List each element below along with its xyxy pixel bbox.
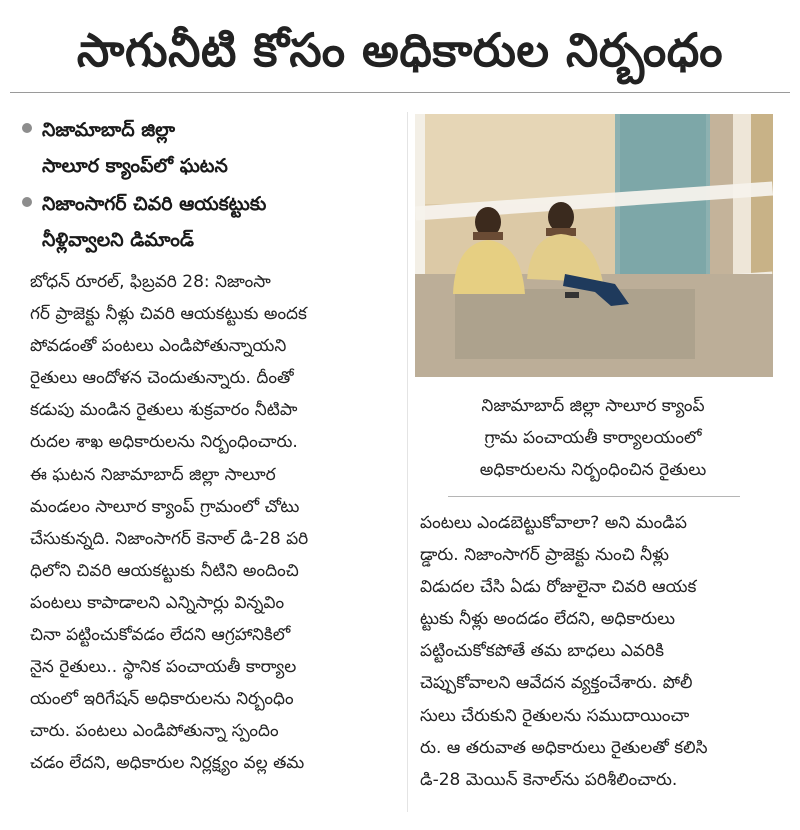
highlight-line: నిజామాబాద్ జిల్లా: [42, 119, 176, 141]
article-body-right: [420, 507, 776, 796]
body-line: విడుదల చేసి ఏడు రోజులైనా చివరి ఆయక: [420, 577, 697, 598]
body-line: బోధన్ రూరల్, ఫిబ్రవరి 28: నిజాంసా: [30, 272, 271, 292]
headline-divider: [10, 92, 790, 93]
body-line: మండలం సాలూర క్యాంప్ గ్రామంలో చోటు: [30, 496, 300, 517]
highlight-item: [18, 112, 378, 184]
caption-divider: [448, 496, 740, 497]
photo-caption: [412, 390, 774, 486]
body-line: పంటలు ఎండబెట్టుకోవాలా? అని మండిప: [420, 513, 687, 533]
body-line: చినా పట్టించుకోవడం లేదని ఆగ్రహానికిలో: [30, 625, 291, 646]
body-line: కడుపు మండిన రైతులు శుక్రవారం నీటిపా: [30, 400, 298, 421]
highlight-line: నిజాంసాగర్ చివరి ఆయకట్టుకు: [42, 193, 267, 215]
article-body-left: [30, 266, 398, 780]
highlights-list: [18, 112, 378, 260]
body-line: రు. ఆ తరువాత అధికారులు రైతులతో కలిసి: [420, 737, 708, 758]
body-line: రైతులు ఆందోళన చెందుతున్నారు. దీంతో: [30, 368, 294, 389]
body-line: ఈ ఘటన నిజామాబాద్ జిల్లా సాలూర: [30, 464, 276, 485]
bullet-dot-icon: [22, 197, 32, 207]
highlight-item: [18, 186, 378, 258]
body-line: చేసుకున్నది. నిజాంసాగర్ కెనాల్ డి-28 పరి: [30, 528, 309, 549]
body-line: ధిలోని చివరి ఆయకట్టుకు నీటిని అందించి: [30, 560, 299, 581]
body-line: గర్ ప్రాజెక్టు నీళ్లు చివరి ఆయకట్టుకు అందక: [30, 304, 307, 325]
news-photo: [415, 114, 773, 377]
body-line: పట్టించుకోకపోతే తమ బాధలు ఎవరికి: [420, 641, 664, 662]
body-line: రుదల శాఖ అధికారులను నిర్బంధించారు.: [30, 432, 298, 453]
body-line: డ్డారు. నిజాంసాగర్ ప్రాజెక్టు నుంచి నీళ్లు: [420, 545, 670, 566]
body-line: డి-28 మెయిన్ కెనాల్‌ను పరిశీలించారు.: [420, 769, 678, 790]
body-line: పంటలు కాపాడాలని ఎన్నిసార్లు విన్నవిం: [30, 592, 285, 613]
caption-line: నిజామాబాద్ జిల్లా సాలూర క్యాంప్: [481, 396, 705, 416]
bullet-dot-icon: [22, 123, 32, 133]
body-line: యంలో ఇరిగేషన్ అధికారులను నిర్బంధిం: [30, 689, 294, 710]
body-line: చెప్పుకోవాలని ఆవేదన వ్యక్తంచేశారు. పోలీ: [420, 673, 693, 694]
body-line: నైన రైతులు.. స్థానిక పంచాయతీ కార్యాల: [30, 657, 297, 678]
photo-illustration: [415, 114, 773, 377]
body-line: చారు. పంటలు ఎండిపోతున్నా స్పందిం: [30, 721, 279, 742]
article-headline: సాగునీటి కోసం అధికారుల నిర్బంధం: [76, 23, 724, 77]
caption-line: గ్రామ పంచాయతీ కార్యాలయంలో: [484, 428, 702, 448]
highlight-line: సాలూర క్యాంప్‌లో ఘటన: [42, 155, 228, 177]
caption-line: అధికారులను నిర్బంధించిన రైతులు: [479, 460, 707, 480]
body-line: చడం లేదని, అధికారుల నిర్లక్ష్యం వల్ల తమ: [30, 753, 305, 774]
body-line: సులు చేరుకుని రైతులను సముదాయించా: [420, 705, 690, 726]
column-divider: [407, 112, 408, 812]
highlight-line: నీళ్లివ్వాలని డిమాండ్: [42, 229, 194, 251]
body-line: పోవడంతో పంటలు ఎండిపోతున్నాయని: [30, 336, 287, 357]
body-line: ట్టుకు నీళ్లు అందడం లేదని, అధికారులు: [420, 609, 676, 630]
